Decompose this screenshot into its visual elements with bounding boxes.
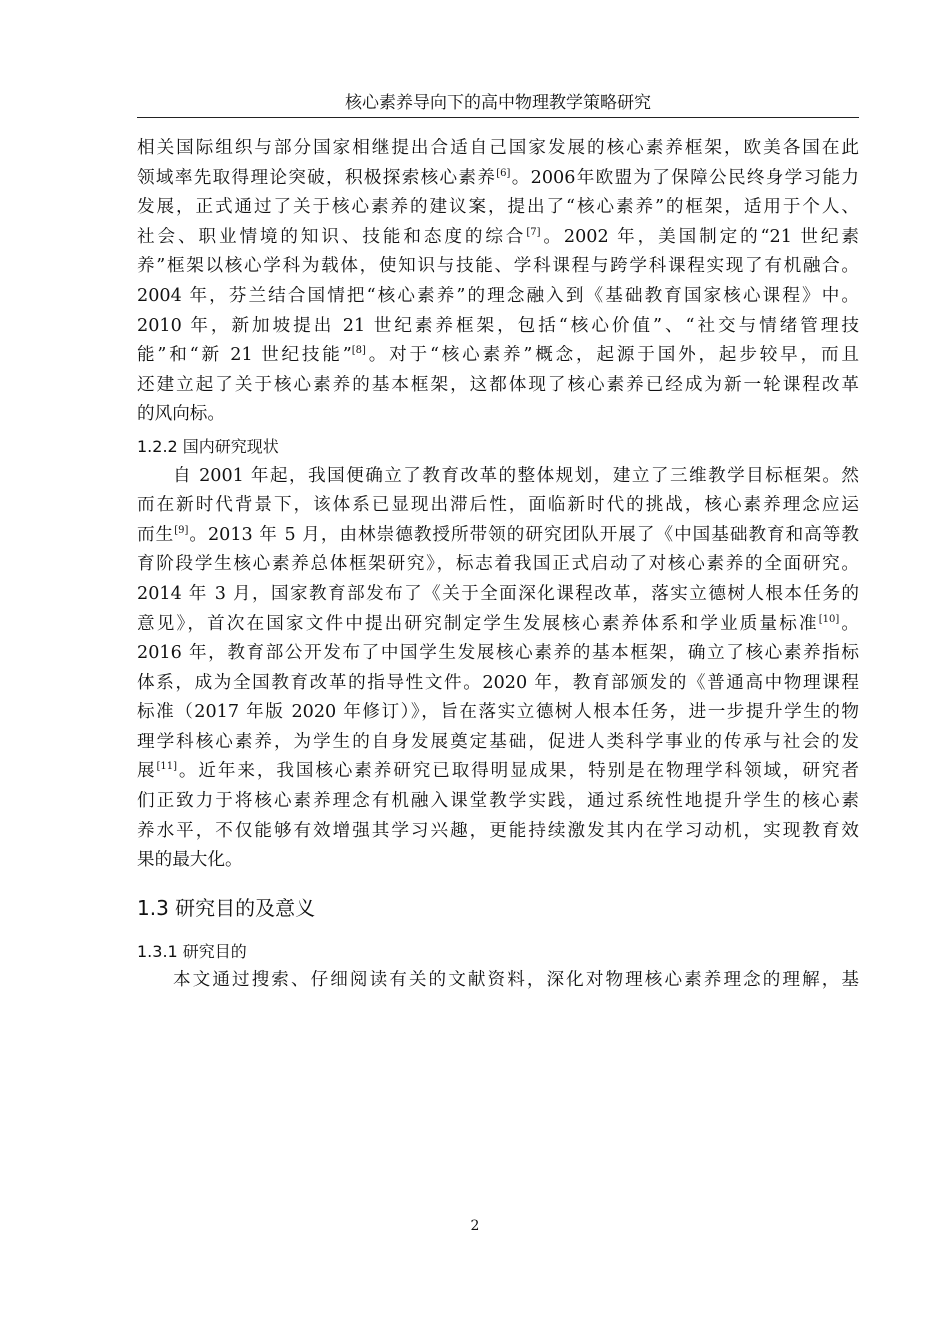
citation-10: [10] xyxy=(818,613,840,625)
text-line xyxy=(137,757,859,787)
citation-9: [9] xyxy=(174,524,189,536)
text-line: 而在新时代背景下，该体系已显现出滞后性，面临新时代的挑战，核心素养理念应运 xyxy=(137,495,859,516)
running-header: 核心素养导向下的高中物理教学策略研究 xyxy=(345,93,651,113)
citation-8: [8] xyxy=(351,345,366,357)
text-line xyxy=(137,521,859,551)
paragraph-domestic-research xyxy=(137,462,859,876)
section-heading-1-3: 1.3 研究目的及意义 xyxy=(137,895,316,920)
text-run: 。 xyxy=(839,613,859,634)
text-line: 2004 年，芬兰结合国情把“核心素养”的理念融入到《基础教育国家核心课程》中。 xyxy=(137,285,859,306)
section-heading-1-3-1: 1.3.1 研究目的 xyxy=(137,941,247,961)
text-line: 的风向标。 xyxy=(137,404,225,425)
text-line: 相关国际组织与部分国家相继提出合适自己国家发展的核心素养框架，欧美各国在此 xyxy=(137,138,859,158)
text-line: 果的最大化。 xyxy=(137,850,243,871)
text-run: 能”和“新 21 世纪技能” xyxy=(137,345,352,366)
page-body xyxy=(137,134,859,996)
text-line xyxy=(137,223,859,253)
text-line xyxy=(137,164,859,194)
text-run: 。2006年欧盟为了保障公民终身学习能力 xyxy=(510,167,859,188)
header-rule xyxy=(137,117,859,118)
text-line xyxy=(137,610,859,640)
text-run: 社会、职业情境的知识、技能和态度的综合 xyxy=(137,226,527,247)
text-line: 自 2001 年起，我国便确立了教育改革的整体规划，建立了三维教学目标框架。然 xyxy=(173,465,859,486)
text-line: 育阶段学生核心素养总体框架研究》，标志着我国正式启动了对核心素养的全面研究。 xyxy=(137,554,859,575)
text-line: 标准（2017 年版 2020 年修订）》，旨在落实立德树人根本任务，进一步提升学生的物 xyxy=(137,702,859,723)
text-line: 养”框架以核心学科为载体，使知识与技能、学科课程与跨学科课程实现了有机融合。 xyxy=(137,256,859,277)
text-line: 本文通过搜索、仔细阅读有关的文献资料，深化对物理核心素养理念的理解，基 xyxy=(173,970,859,991)
text-line: 还建立起了关于核心素养的基本框架，这都体现了核心素养已经成为新一轮课程改革 xyxy=(137,374,859,395)
paragraph-international-research xyxy=(137,134,859,430)
text-run: 。近年来，我国核心素养研究已取得明显成果，特别是在物理学科领域，研究者 xyxy=(177,761,859,782)
paragraph-research-purpose xyxy=(137,966,859,996)
text-line: 2016 年，教育部公开发布了中国学生发展核心素养的基本框架，确立了核心素养指标 xyxy=(137,643,859,664)
text-run: 。2013 年 5 月，由林崇德教授所带领的研究团队开展了《中国基础教育和高等教 xyxy=(188,524,859,545)
citation-7: [7] xyxy=(526,226,541,238)
text-run: 而生 xyxy=(137,524,175,545)
citation-6: [6] xyxy=(496,167,511,179)
text-line xyxy=(137,341,859,371)
text-run: 意见》，首次在国家文件中提出研究制定学生发展核心素养体系和学业质量标准 xyxy=(137,613,819,634)
section-heading-1-2-2: 1.2.2 国内研究现状 xyxy=(137,436,279,456)
page-number: 2 xyxy=(470,1218,480,1234)
text-line: 们正致力于将核心素养理念有机融入课堂教学实践，通过系统性地提升学生的核心素 xyxy=(137,791,859,812)
text-line: 理学科核心素养，为学生的自身发展奠定基础，促进人类科学事业的传承与社会的发 xyxy=(137,731,859,752)
text-run: 领域率先取得理论突破，积极探索核心素养 xyxy=(137,167,497,188)
text-run: 。2002 年，美国制定的“21 世纪素 xyxy=(540,226,859,247)
text-run: 。对于“核心素养”概念，起源于国外，起步较早，而且 xyxy=(365,345,859,366)
text-line: 体系，成为全国教育改革的指导性文件。2020 年，教育部颁发的《普通高中物理课程 xyxy=(137,672,859,693)
text-line: 2014 年 3 月，国家教育部发布了《关于全面深化课程改革，落实立德树人根本任务的 xyxy=(137,583,859,604)
text-line: 养水平，不仅能够有效增强其学习兴趣，更能持续激发其内在学习动机，实现教育效 xyxy=(137,820,859,841)
text-line: 发展，正式通过了关于核心素养的建议案，提出了“核心素养”的框架，适用于个人、 xyxy=(137,197,859,218)
citation-11: [11] xyxy=(156,761,178,773)
text-run: 展 xyxy=(137,761,157,782)
text-line: 2010 年，新加坡提出 21 世纪素养框架，包括“核心价值”、“社交与情绪管理技 xyxy=(137,315,859,336)
